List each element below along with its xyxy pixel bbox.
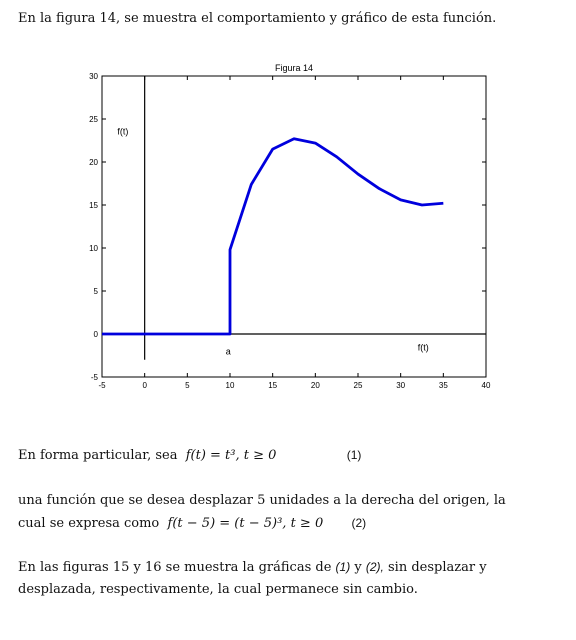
- y-tick-label: 0: [93, 330, 98, 339]
- y-tick-label: 25: [89, 115, 98, 124]
- x-tick-label: -5: [98, 381, 106, 390]
- y-tick-label: 20: [89, 158, 98, 167]
- paragraph-3: [18, 556, 558, 601]
- para2-line1: una función que se desea desplazar 5 unidades a la derecha del origen, la: [18, 493, 506, 508]
- x-tick-label: 20: [310, 381, 320, 390]
- equation-1-number: (1): [346, 448, 362, 462]
- annotation-a: a: [225, 346, 231, 357]
- x-tick-label: 10: [225, 381, 235, 390]
- para3-ref1: (1): [335, 560, 351, 574]
- y-tick-label: -5: [90, 373, 98, 382]
- x-tick-label: 0: [142, 381, 147, 390]
- intro-paragraph: [18, 8, 558, 30]
- para1-text: En forma particular, sea: [18, 448, 178, 463]
- chart-title: Figura 14: [274, 63, 314, 73]
- annotation-ft: f(t): [117, 126, 129, 137]
- para3-after: sin desplazar y: [388, 560, 487, 575]
- equation-1: f(t) = t³, t ≥ 0: [185, 448, 277, 463]
- paragraph-2: [18, 490, 558, 535]
- x-tick-label: 30: [396, 381, 406, 390]
- equation-2: f(t − 5) = (t − 5)³, t ≥ 0: [167, 516, 324, 531]
- intro-text: En la figura 14, se muestra el comportamiento y gráfico de esta función.: [18, 11, 497, 26]
- annotation-ft-right: f(t): [417, 342, 429, 353]
- x-tick-label: 40: [481, 381, 491, 390]
- y-tick-label: 5: [93, 287, 98, 296]
- y-tick-label: 30: [89, 72, 98, 81]
- x-tick-label: 25: [353, 381, 363, 390]
- plot-frame: [102, 76, 486, 377]
- series-line: [102, 139, 443, 334]
- figure-14-chart: [0, 56, 576, 396]
- y-tick-label: 10: [89, 244, 98, 253]
- x-tick-label: 35: [438, 381, 448, 390]
- y-tick-label: 15: [89, 201, 98, 210]
- equation-2-number: (2): [351, 516, 367, 530]
- para3-ref2: (2),: [365, 560, 384, 574]
- x-tick-label: 15: [268, 381, 278, 390]
- para3-mid: y: [354, 560, 362, 575]
- para3-line2: desplazada, respectivamente, la cual permanece sin cambio.: [18, 582, 418, 597]
- para3-before: En las figuras 15 y 16 se muestra la gráficas de: [18, 560, 332, 575]
- paragraph-1: [18, 444, 558, 467]
- para2-line2: cual se expresa como: [18, 516, 160, 531]
- x-tick-label: 5: [185, 381, 190, 390]
